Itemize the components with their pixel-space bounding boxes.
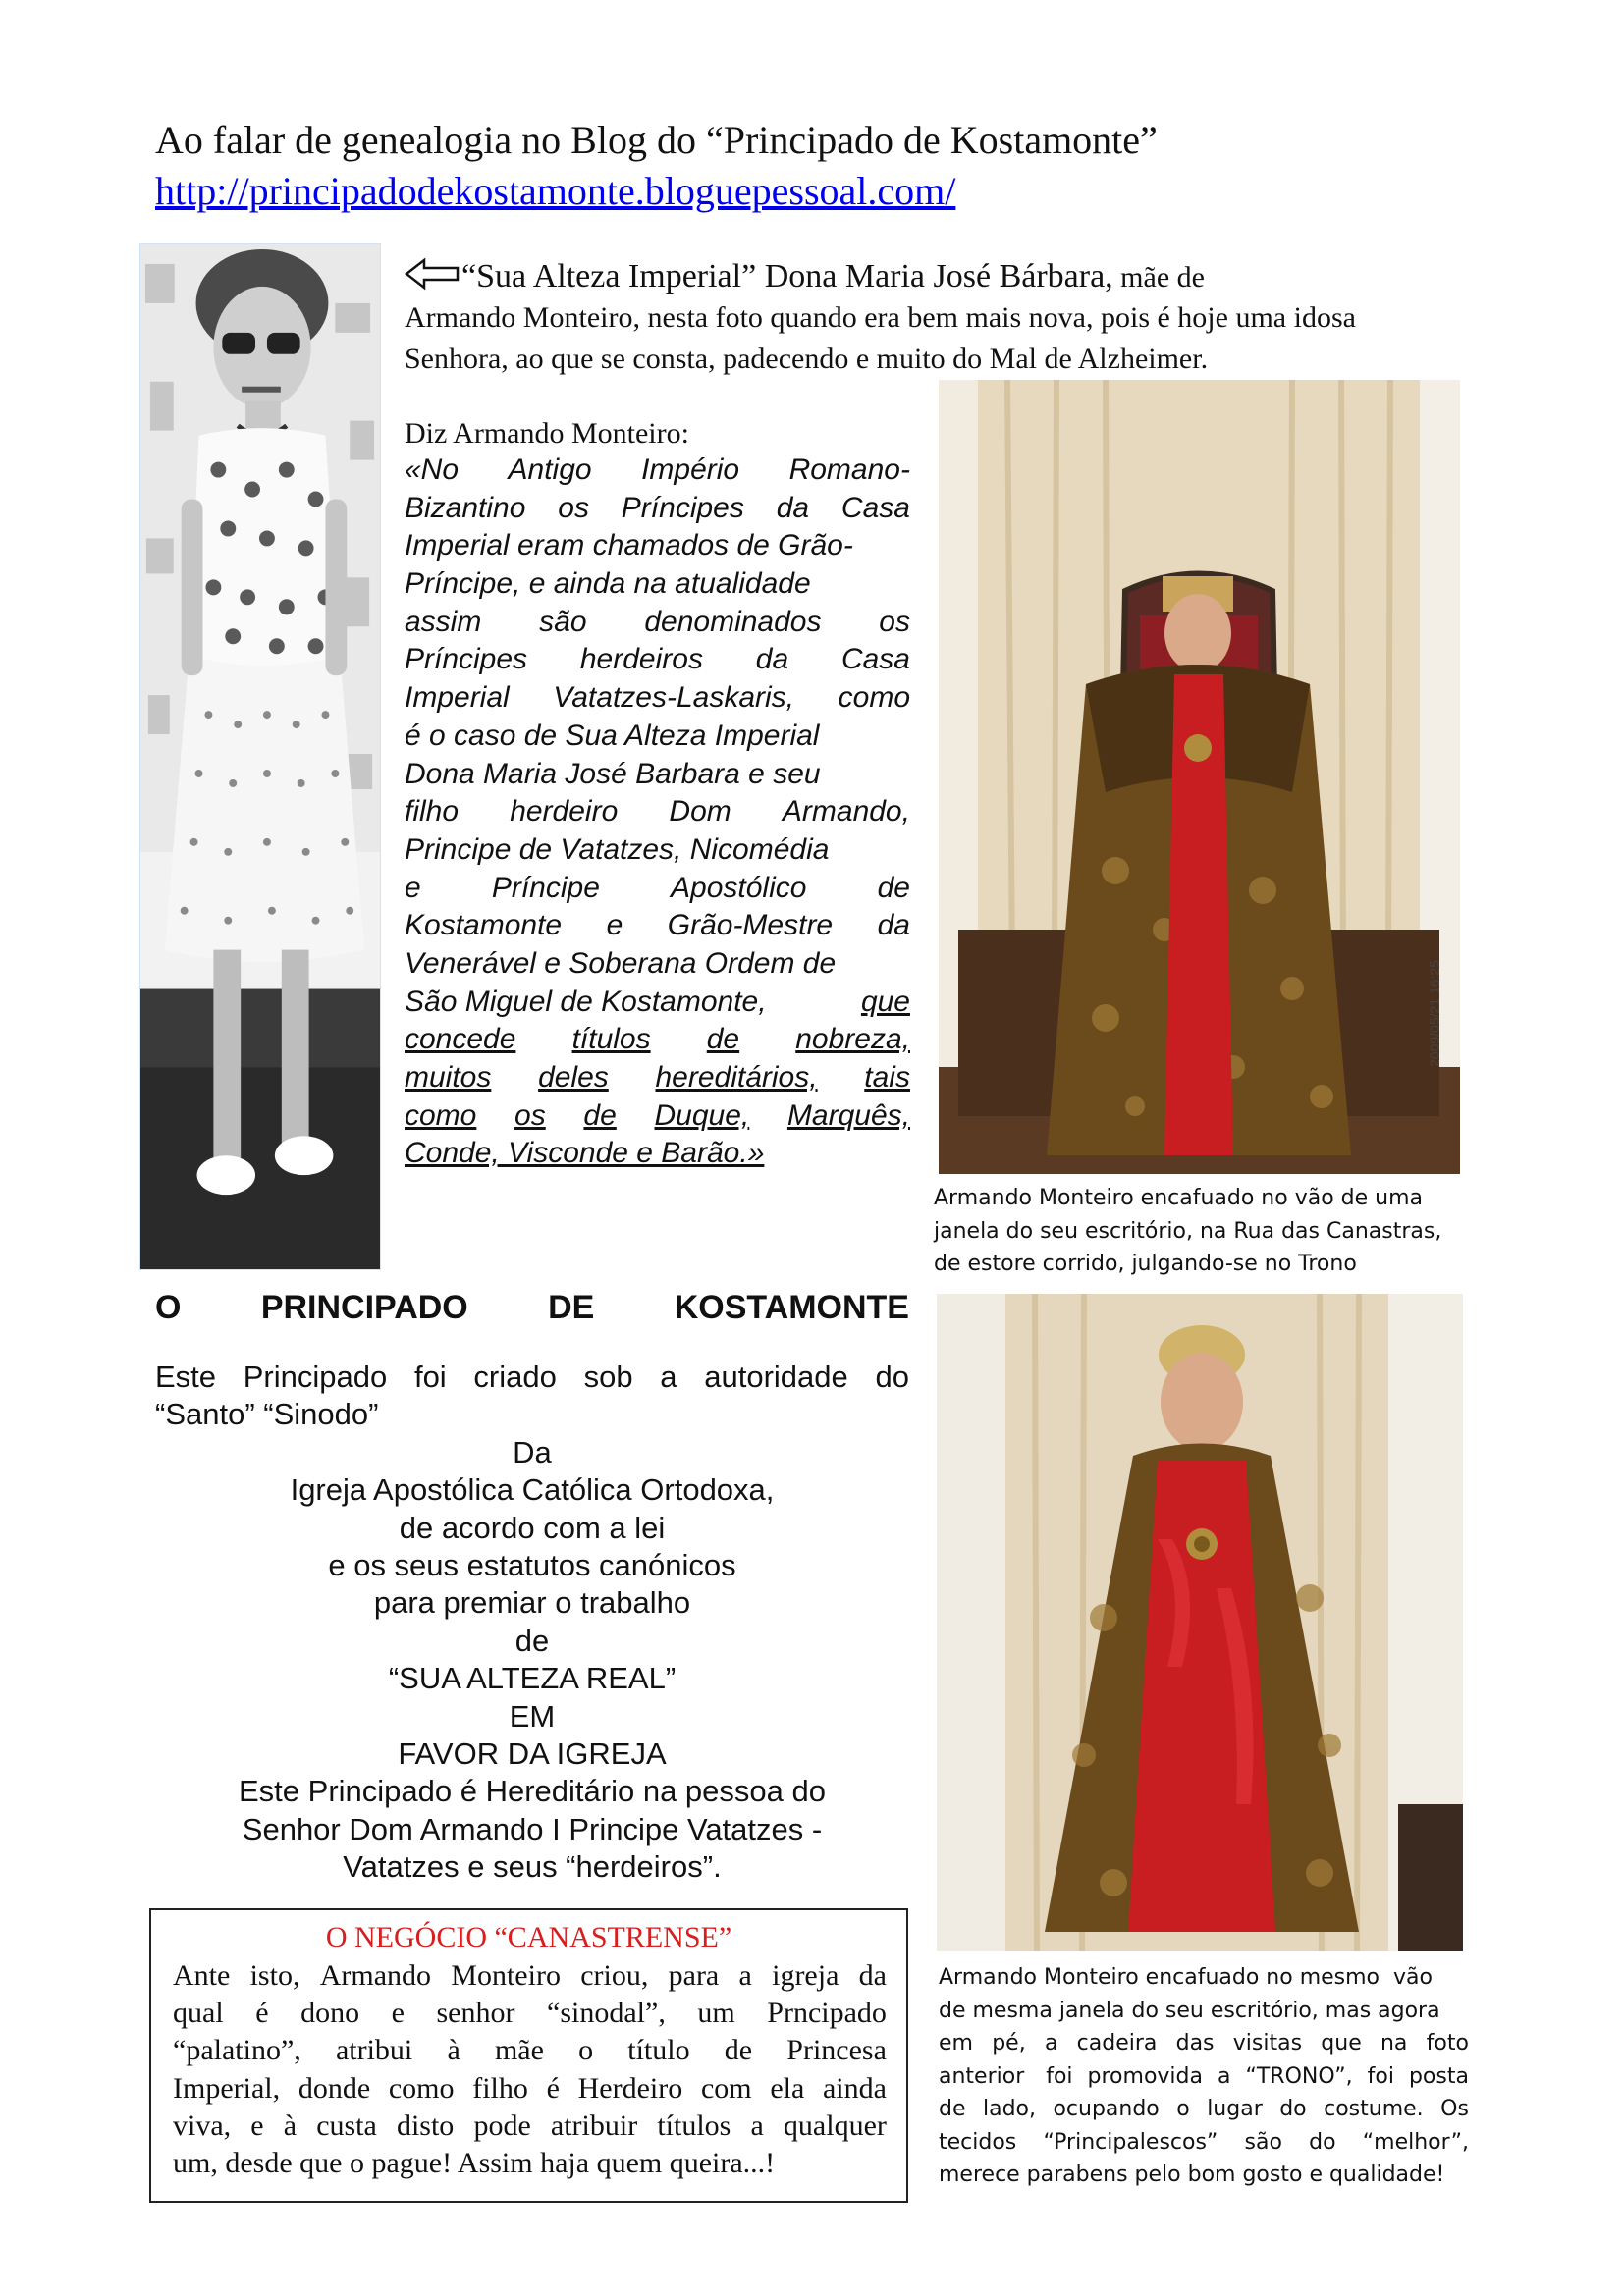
word: posta bbox=[1408, 2063, 1469, 2089]
word: foto bbox=[1426, 2031, 1469, 2056]
word: títulos bbox=[571, 1023, 651, 1056]
word: Este bbox=[155, 1360, 217, 1394]
text-line bbox=[939, 2060, 1469, 2094]
word: atribui bbox=[335, 2034, 413, 2067]
text-line bbox=[939, 2027, 1469, 2060]
word: Príncipes bbox=[621, 491, 744, 524]
word: o bbox=[578, 2034, 594, 2067]
word: na bbox=[1380, 2031, 1408, 2056]
word: das bbox=[1175, 2031, 1215, 2056]
word: foi bbox=[1039, 2063, 1073, 2089]
word: Imperial, bbox=[173, 2071, 281, 2105]
text-line bbox=[405, 718, 910, 756]
word: “TRONO”, bbox=[1245, 2063, 1353, 2089]
word: lado, bbox=[982, 2097, 1036, 2121]
word: os bbox=[879, 605, 910, 638]
text-line bbox=[405, 1059, 910, 1097]
word: herdeiros bbox=[579, 643, 703, 676]
word: criado bbox=[473, 1360, 557, 1394]
word: tais bbox=[864, 1061, 910, 1094]
intro-paragraph bbox=[405, 257, 1485, 297]
word: da bbox=[776, 491, 810, 524]
throne-caption bbox=[934, 1182, 1441, 1281]
quote-block bbox=[405, 452, 910, 1173]
word: visitas bbox=[1232, 2031, 1303, 2056]
word: a bbox=[738, 1959, 752, 1992]
word: Kostamonte bbox=[405, 909, 563, 942]
left-arrow-icon bbox=[405, 257, 460, 291]
centered-line: para premiar o trabalho bbox=[373, 1585, 691, 1621]
word: são bbox=[539, 605, 587, 638]
word: em bbox=[939, 2031, 973, 2056]
negocio-box bbox=[149, 1908, 908, 2203]
word: costume. bbox=[1324, 2097, 1424, 2121]
word: Armando bbox=[319, 1959, 432, 1992]
word: Os bbox=[1440, 2097, 1469, 2121]
text-line bbox=[939, 2126, 1469, 2160]
word: Bizantino bbox=[405, 491, 526, 524]
word: deles bbox=[538, 1061, 609, 1094]
word: Imperial eram chamados de Grão- bbox=[405, 529, 853, 562]
centered-line: FAVOR DA IGREJA bbox=[398, 1735, 667, 1771]
word: a bbox=[1217, 2063, 1231, 2089]
word: da bbox=[755, 643, 789, 676]
word: de bbox=[939, 2097, 966, 2121]
text-line bbox=[939, 1961, 1469, 1995]
word: e bbox=[250, 2109, 264, 2142]
heading-word: DE bbox=[548, 1289, 595, 1326]
word: filho bbox=[405, 795, 460, 828]
page-title: Ao falar de genealogia no Blog do “Principado de Kostamonte” bbox=[155, 118, 1158, 162]
word: Principe de Vatatzes, Nicomédia bbox=[405, 832, 830, 866]
word: de bbox=[724, 2034, 753, 2067]
word: qualquer bbox=[783, 2109, 887, 2142]
word: anterior bbox=[939, 2063, 1025, 2089]
text-line bbox=[405, 565, 910, 604]
caption-line: de estore corrido, julgando-se no Trono bbox=[934, 1252, 1357, 1276]
word: pode bbox=[473, 2109, 531, 2142]
word: «No bbox=[405, 454, 460, 486]
principado-line-2: “Santo” “Sinodo” bbox=[155, 1397, 379, 1432]
word: herdeiro bbox=[510, 795, 619, 828]
centered-line: de bbox=[514, 1623, 550, 1658]
intro-lead-small: mãe de bbox=[1112, 261, 1205, 294]
word: Prncipado bbox=[767, 1997, 887, 2030]
text-line bbox=[405, 490, 910, 528]
centered-line: Este Principado é Hereditário na pessoa do bbox=[239, 1774, 826, 1809]
word: Antigo bbox=[508, 454, 592, 486]
word: títulos bbox=[657, 2109, 731, 2142]
word: os bbox=[514, 1098, 546, 1132]
intro-lead: “Sua Alteza Imperial” Dona Maria José Bárbara, bbox=[461, 258, 1113, 294]
mother-photo bbox=[139, 243, 381, 1270]
word: cadeira bbox=[1076, 2031, 1158, 2056]
word: à bbox=[283, 2109, 298, 2142]
text-line bbox=[939, 2093, 1469, 2126]
word: Grão-Mestre bbox=[667, 909, 834, 942]
word: do bbox=[1279, 2097, 1307, 2121]
text-line bbox=[405, 793, 910, 831]
text-line bbox=[173, 2108, 887, 2145]
word: Príncipe, e ainda na atualidade bbox=[405, 567, 811, 601]
word: de mesma janela do seu escritório, mas agora bbox=[939, 1998, 1440, 2023]
word: custa bbox=[316, 2109, 377, 2142]
centered-line: EM bbox=[509, 1698, 556, 1734]
text-line bbox=[939, 1995, 1469, 2028]
word: São Miguel de Kostamonte, bbox=[405, 985, 767, 1018]
text-line bbox=[405, 452, 910, 490]
word: Monteiro bbox=[451, 1959, 561, 1992]
word: Herdeiro bbox=[577, 2071, 683, 2105]
text-line bbox=[405, 1097, 910, 1136]
word: um bbox=[697, 1997, 735, 2030]
text-line bbox=[405, 604, 910, 642]
word: Apostólico bbox=[671, 871, 807, 904]
word: e bbox=[391, 1997, 405, 2030]
centered-line: Da bbox=[513, 1434, 552, 1469]
text-line bbox=[405, 1135, 910, 1173]
word: Ante bbox=[173, 1959, 231, 1992]
word: Príncipe bbox=[491, 871, 600, 904]
word: Casa bbox=[840, 643, 910, 676]
word: igreja bbox=[772, 1959, 839, 1992]
word: filho bbox=[472, 2071, 528, 2105]
caption-line: janela do seu escritório, na Rua das Canastras, bbox=[934, 1218, 1442, 1244]
centered-line: “SUA ALTEZA REAL” bbox=[388, 1661, 677, 1696]
text-line bbox=[173, 2070, 887, 2108]
negocio-box-title: O NEGÓCIO “CANASTRENSE” bbox=[325, 1921, 732, 1953]
text-line bbox=[405, 527, 910, 565]
word: foi bbox=[1367, 2063, 1394, 2089]
word: a bbox=[1044, 2031, 1058, 2056]
word: viva, bbox=[173, 2109, 232, 2142]
word: da bbox=[858, 1959, 887, 1992]
word: disto bbox=[396, 2109, 455, 2142]
principado-line-1 bbox=[155, 1359, 909, 1396]
word: Princesa bbox=[786, 2034, 887, 2067]
intro-line-3: Senhora, ao que se consta, padecendo e muito do Mal de Alzheimer. bbox=[405, 343, 1209, 375]
intro-line-2: Armando Monteiro, nesta foto quando era bem mais nova, pois é hoje uma idosa bbox=[405, 301, 1356, 334]
word: qual bbox=[173, 1997, 224, 2030]
word: Príncipes bbox=[405, 643, 528, 676]
word: Casa bbox=[840, 491, 910, 524]
word: Armando, bbox=[782, 795, 910, 828]
word: para bbox=[668, 1959, 720, 1992]
negocio-box-body bbox=[173, 1957, 887, 2182]
word: como bbox=[838, 681, 910, 715]
word: Armando Monteiro encafuado no mesmo vão bbox=[939, 1965, 1433, 1990]
heading-word: KOSTAMONTE bbox=[674, 1289, 909, 1326]
word: com bbox=[700, 2071, 752, 2105]
section-heading bbox=[155, 1288, 909, 1327]
word: isto, bbox=[249, 1959, 300, 1992]
centered-line: de acordo com a lei bbox=[399, 1510, 666, 1545]
text-line bbox=[405, 831, 910, 870]
word: merece parabens pelo bom gosto e qualidade! bbox=[939, 2163, 1445, 2187]
text-line bbox=[405, 679, 910, 718]
word: Império bbox=[641, 454, 740, 486]
word: hereditários, bbox=[655, 1061, 818, 1094]
text-line bbox=[405, 1021, 910, 1059]
word: ocupando bbox=[1053, 2097, 1160, 2121]
centered-line: Igreja Apostólica Católica Ortodoxa, bbox=[290, 1472, 775, 1508]
word: Duque, bbox=[654, 1098, 750, 1132]
word: tecidos bbox=[939, 2129, 1017, 2155]
word: criou, bbox=[580, 1959, 649, 1992]
word: de bbox=[583, 1098, 617, 1132]
word: autoridade bbox=[704, 1360, 848, 1394]
caption-line: Armando Monteiro encafuado no vão de uma bbox=[934, 1186, 1423, 1210]
word: Conde, Visconde e Barão.» bbox=[405, 1137, 765, 1170]
word: Imperial bbox=[405, 681, 510, 715]
word: “palatino”, bbox=[173, 2034, 301, 2067]
word: é o caso de Sua Alteza Imperial bbox=[405, 719, 820, 752]
word: muitos bbox=[405, 1061, 492, 1094]
word: à bbox=[447, 2034, 460, 2067]
word: sob bbox=[583, 1360, 633, 1394]
word: como bbox=[405, 1098, 477, 1132]
word: que bbox=[860, 985, 910, 1018]
word: do bbox=[1309, 2129, 1336, 2155]
word: Romano- bbox=[788, 454, 910, 486]
heading-word: O bbox=[155, 1289, 182, 1326]
centered-line: Senhor Dom Armando I Principe Vatatzes - bbox=[242, 1811, 823, 1846]
word: um, desde que o pague! Assim haja quem queira...! bbox=[173, 2146, 776, 2179]
word: e bbox=[405, 871, 421, 904]
word: que bbox=[1321, 2031, 1362, 2056]
word: é bbox=[255, 1997, 269, 2030]
centered-line: Vatatzes e seus “herdeiros”. bbox=[343, 1849, 722, 1885]
text-line bbox=[173, 2145, 887, 2182]
word: o bbox=[1176, 2097, 1190, 2121]
heading-word: PRINCIPADO bbox=[260, 1289, 468, 1326]
centered-line: e os seus estatutos canónicos bbox=[328, 1547, 736, 1582]
word: mãe bbox=[494, 2034, 544, 2067]
text-line bbox=[173, 1995, 887, 2032]
word: Dona Maria José Barbara e seu bbox=[405, 757, 821, 790]
text-line bbox=[405, 641, 910, 679]
text-line bbox=[405, 945, 910, 984]
word: de bbox=[706, 1023, 740, 1056]
word: donde bbox=[298, 2071, 371, 2105]
word: ela bbox=[770, 2071, 805, 2105]
word: a bbox=[660, 1360, 677, 1394]
word: Marquês, bbox=[786, 1098, 910, 1132]
word: promovida bbox=[1087, 2063, 1203, 2089]
word: e bbox=[606, 909, 623, 942]
word: ainda bbox=[822, 2071, 887, 2105]
word: lugar bbox=[1207, 2097, 1263, 2121]
quote-intro: Diz Armando Monteiro: bbox=[405, 417, 689, 450]
text-line bbox=[939, 2159, 1469, 2192]
throne-photo bbox=[939, 380, 1460, 1174]
text-line bbox=[405, 870, 910, 908]
word: pé, bbox=[992, 2031, 1026, 2056]
word: assim bbox=[405, 605, 482, 638]
word: a bbox=[750, 2109, 764, 2142]
word: Dom bbox=[669, 795, 731, 828]
text-line bbox=[405, 756, 910, 794]
text-line bbox=[405, 907, 910, 945]
word: os bbox=[558, 491, 589, 524]
word: senhor bbox=[436, 1997, 515, 2030]
word: Vatatzes-Laskaris, bbox=[553, 681, 794, 715]
blog-link[interactable]: http://principadodekostamonte.bloguepessoal.com/ bbox=[155, 169, 956, 213]
word: Venerável e Soberana Ordem de bbox=[405, 946, 837, 980]
word: “Principalescos” bbox=[1043, 2129, 1218, 2155]
standing-photo bbox=[937, 1294, 1463, 1951]
word: nobreza, bbox=[795, 1023, 910, 1056]
word: do bbox=[875, 1360, 909, 1394]
text-line bbox=[173, 1957, 887, 1995]
word: da bbox=[877, 909, 910, 942]
principado-centered-block bbox=[155, 1434, 909, 1887]
word: é bbox=[546, 2071, 560, 2105]
word: título bbox=[627, 2034, 690, 2067]
word: dono bbox=[300, 1997, 360, 2030]
word: de bbox=[877, 871, 910, 904]
text-line bbox=[173, 2032, 887, 2069]
standing-caption bbox=[939, 1961, 1469, 2192]
photo-timestamp: 2009/05/21 16:25 bbox=[1427, 960, 1442, 1067]
principado-text bbox=[155, 1359, 909, 1886]
word: denominados bbox=[644, 605, 822, 638]
word: atribuir bbox=[550, 2109, 638, 2142]
word: “melhor”, bbox=[1362, 2129, 1469, 2155]
word: como bbox=[388, 2071, 455, 2105]
word: concede bbox=[405, 1023, 516, 1056]
text-line bbox=[405, 984, 910, 1022]
word: foi bbox=[413, 1360, 447, 1394]
word: são bbox=[1244, 2129, 1282, 2155]
word: Principado bbox=[243, 1360, 388, 1394]
word: “sinodal”, bbox=[547, 1997, 666, 2030]
